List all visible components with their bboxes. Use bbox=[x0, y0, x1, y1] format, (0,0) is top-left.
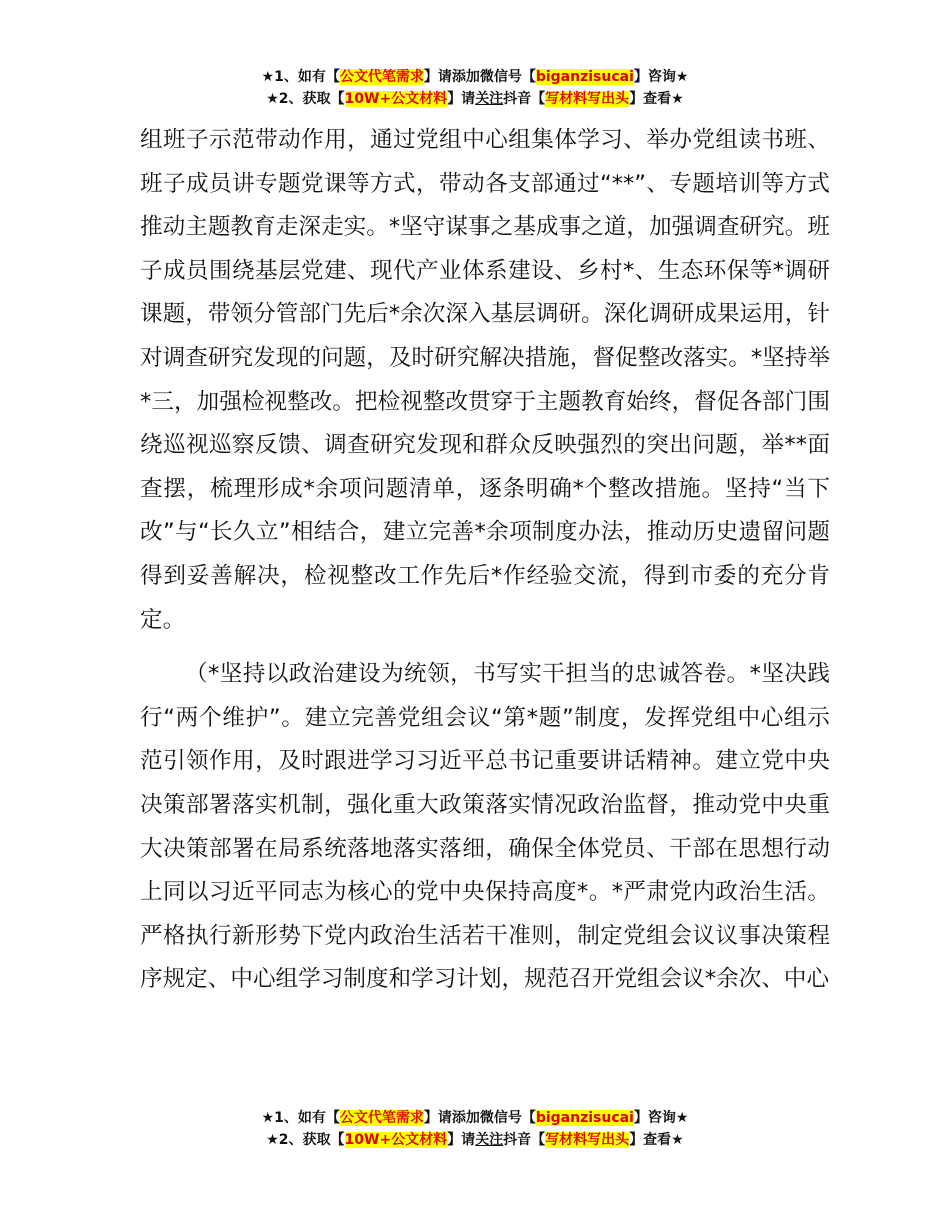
footer-line-2-middle-a: 】请 bbox=[447, 1132, 476, 1148]
header-highlight-wechat-id: biganzisucai bbox=[535, 69, 634, 85]
footer-line-1-middle: 】请添加微信号【 bbox=[423, 1110, 536, 1126]
paragraph-1: 组班子示范带动作用，通过党组中心组集体学习、举办党组读书班、班子成员讲专题党课等方式，带动各支部通过“**”、专题培训等方式推动主题教育走深走实。*坚守谋事之基成事之道，加强调查研究。班子成员围绕基层党建、现代产业体系建设、乡村*、生态环保等*调研课题，带领分管部门先后*余次深入基层调研。深化调研成果运用，针对调查研究发现的问题，及时研究解决措施，督促整改落实。*坚持举*三，加强检视整改。把检视整改贯穿于主题教育始终，督促各部门围绕巡视巡察反馈、调查研究发现和群众反映强烈的突出问题，举**面查摆，梳理形成*余项问题清单，逐条明确*个整改措施。坚持“当下改”与“长久立”相结合，建立完善*余项制度办法，推动历史遗留问题得到妥善解决，检视整改工作先后*作经验交流，得到市委的充分肯定。 bbox=[140, 127, 830, 633]
header-line-2-middle-a: 】请 bbox=[447, 91, 476, 107]
header-line-1 bbox=[0, 66, 950, 88]
header-line-2-suffix: 】查看★ bbox=[629, 91, 684, 107]
header-line-1-prefix: ★1、如有【 bbox=[261, 69, 340, 85]
paragraph-2: （*坚持以政治建设为统领，书写实干担当的忠诚答卷。*坚决践行“两个维护”。建立完善党组会议“第*题”制度，发挥党组中心组示范引领作用，及时跟进学习习近平总书记重要讲话精神。建立党中央决策部署落实机制，强化重大政策落实情况政治监督，推动党中央重大决策部署在局系统落地落实落细，确保全体党员、干部在思想行动上同以习近平同志为核心的党中央保持高度*。*严肃党内政治生活。严格执行新形势下党内政治生活若干准则，制定党组会议议事决策程序规定、中心组学习制度和学习计划，规范召开党组会议*余次、中心 bbox=[140, 661, 830, 993]
header-line-2-prefix: ★2、获取【 bbox=[266, 91, 345, 107]
footer-highlight-account: 写材料写出头 bbox=[545, 1132, 630, 1148]
header-underlined-follow: 关注 bbox=[475, 91, 504, 107]
header-highlight-materials: 10W+公文材料 bbox=[344, 91, 448, 107]
footer-line-1 bbox=[0, 1107, 950, 1129]
header-highlight-account: 写材料写出头 bbox=[545, 91, 630, 107]
header-line-1-middle: 】请添加微信号【 bbox=[423, 69, 536, 85]
footer-underlined-follow: 关注 bbox=[475, 1132, 504, 1148]
footer-line-2 bbox=[0, 1129, 950, 1151]
header-highlight-service: 公文代笔需求 bbox=[339, 69, 424, 85]
footer-highlight-materials: 10W+公文材料 bbox=[344, 1132, 448, 1148]
footer-highlight-service: 公文代笔需求 bbox=[339, 1110, 424, 1126]
footer-banner bbox=[0, 1107, 950, 1151]
footer-line-1-suffix: 】咨询★ bbox=[633, 1110, 689, 1126]
header-line-1-suffix: 】咨询★ bbox=[633, 69, 689, 85]
footer-line-2-suffix: 】查看★ bbox=[629, 1132, 684, 1148]
header-line-2-middle-b: 抖音【 bbox=[503, 91, 546, 107]
footer-line-1-prefix: ★1、如有【 bbox=[261, 1110, 340, 1126]
document-body bbox=[140, 119, 830, 1002]
header-line-2 bbox=[0, 88, 950, 110]
header-banner bbox=[0, 66, 950, 110]
footer-highlight-wechat-id: biganzisucai bbox=[535, 1110, 634, 1126]
footer-line-2-middle-b: 抖音【 bbox=[503, 1132, 546, 1148]
footer-line-2-prefix: ★2、获取【 bbox=[266, 1132, 345, 1148]
